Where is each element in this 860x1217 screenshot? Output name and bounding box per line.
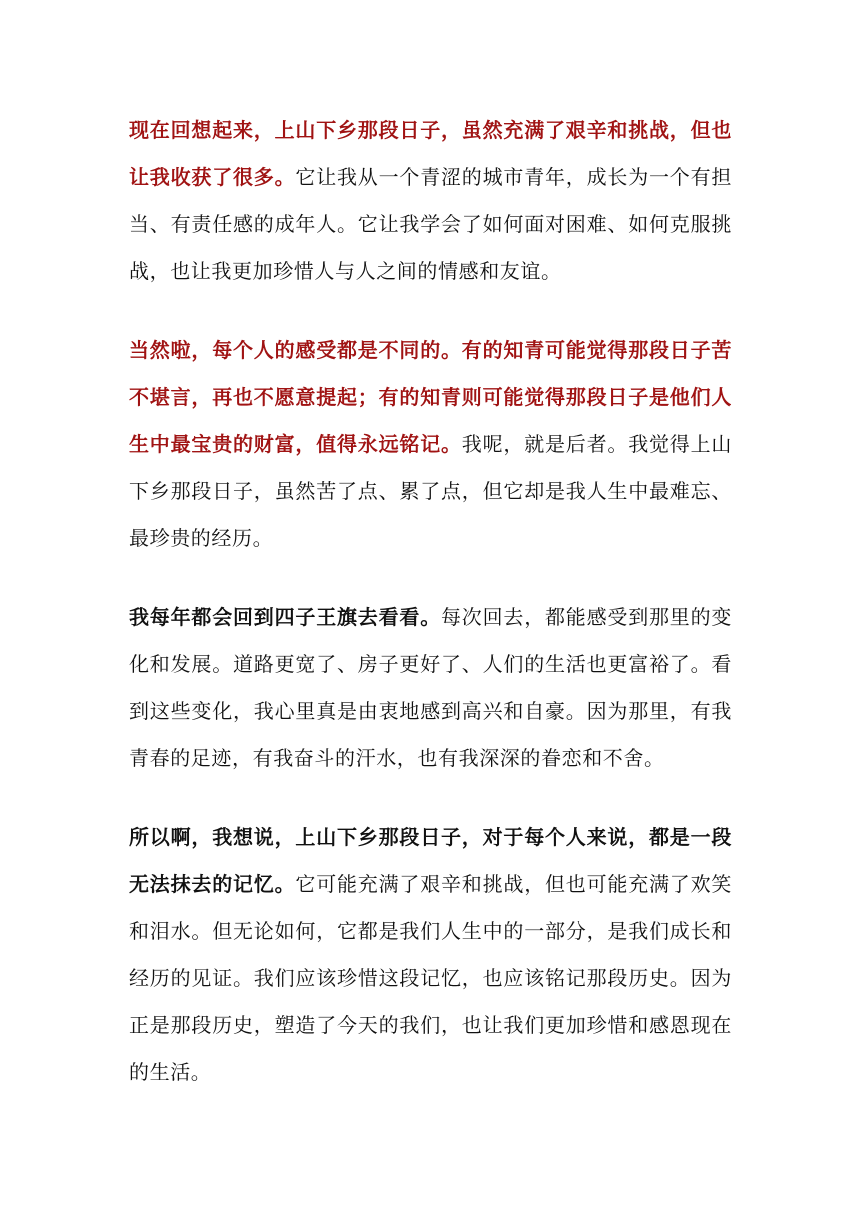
paragraph-reflection [129, 107, 732, 295]
paragraph-lead-bold: 我每年都会回到四子王旗去看看。 [129, 605, 441, 629]
paragraph-body-text: 每次回去，都能感受到那里的变化和发展。道路更宽了、房子更好了、人们的生活也更富裕了。看到这些变化，我心里真是由衷地感到高兴和自豪。因为那里，有我青春的足迹，有我奋斗的汗水，也有我深深的眷恋和不舍。 [129, 605, 732, 770]
paragraph-body-text: 它可能充满了艰辛和挑战，但也可能充满了欢笑和泪水。但无论如何，它都是我们人生中的一部分，是我们成长和经历的见证。我们应该珍惜这段记忆，也应该铭记那段历史。因为正是那段历史，塑造了今天的我们，也让我们更加珍惜和感恩现在的生活。 [129, 872, 732, 1084]
paragraph-lead-highlight: 当然啦，每个人的感受都是不同的。有的知青可能觉得那段日子苦不堪言，再也不愿意提起；有的知青则可能觉得那段日子是他们人生中最宝贵的财富，值得永远铭记。 [129, 338, 732, 456]
paragraph-lead-highlight: 现在回想起来，上山下乡那段日子，虽然充满了艰辛和挑战，但也让我收获了很多。 [129, 118, 732, 189]
paragraph-lead-bold: 所以啊，我想说，上山下乡那段日子，对于每个人来说，都是一段无法抹去的记忆。 [129, 825, 732, 896]
paragraph-conclusion [129, 814, 732, 1096]
paragraph-yearly-visit [129, 594, 732, 782]
paragraph-body-text: 它让我从一个青涩的城市青年，成长为一个有担当、有责任感的成年人。它让我学会了如何面对困难、如何克服挑战，也让我更加珍惜人与人之间的情感和友谊。 [129, 165, 732, 283]
paragraph-different-feelings [129, 327, 732, 562]
paragraph-body-text: 我呢，就是后者。我觉得上山下乡那段日子，虽然苦了点、累了点，但它却是我人生中最难忘、最珍贵的经历。 [129, 432, 732, 550]
